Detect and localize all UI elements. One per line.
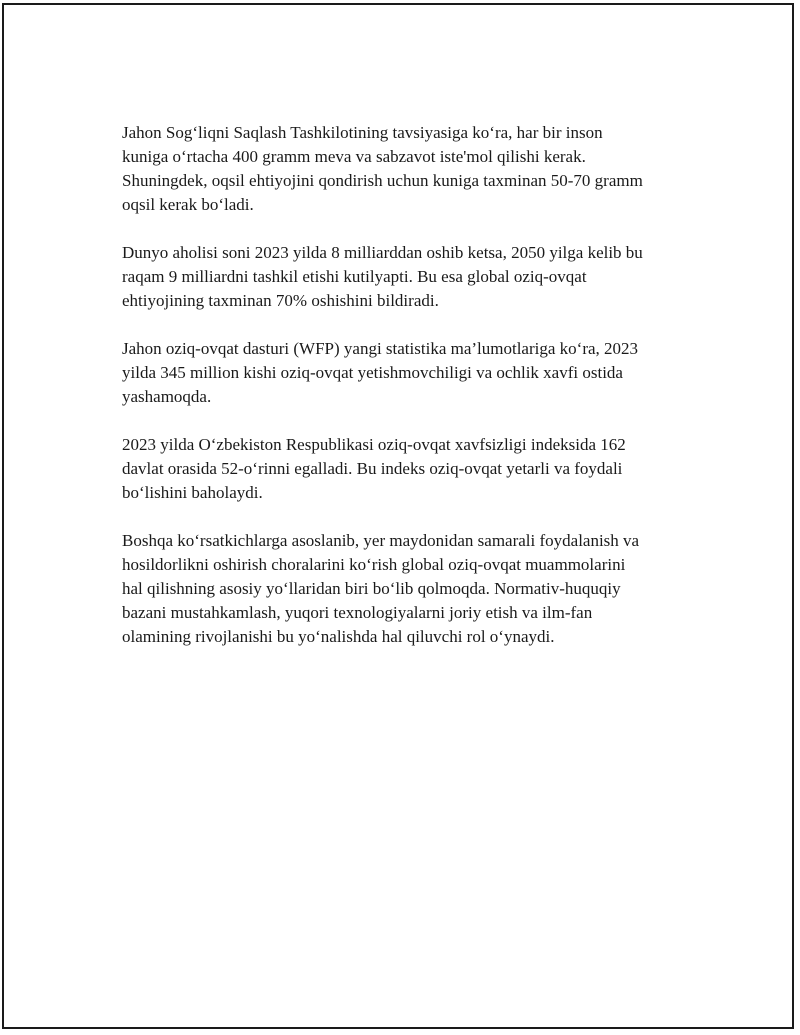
paragraph-wfp-statistics: Jahon oziq-ovqat dasturi (WFP) yangi statistika ma’lumotlariga ko‘ra, 2023 yilda 345 million kishi oziq-ovqat yetishmovchiligi va ochlik xavfi ostida yashamoqda. bbox=[122, 339, 639, 406]
paragraph-population-growth: Dunyo aholisi soni 2023 yilda 8 milliarddan oshib ketsa, 2050 yilga kelib bu raqam 9 milliardni tashkil etishi kutilyapti. Bu esa global oziq-ovqat ehtiyojining taxminan 70% oshishini bildiradi. bbox=[122, 243, 643, 310]
paragraph-who-recommendation: Jahon Sog‘liqni Saqlash Tashkilotining tavsiyasiga ko‘ra, har bir inson kuniga o‘rtacha 400 gramm meva va sabzavot iste'mol qilishi kerak. Shuningdek, oqsil ehtiyojini qondirish uchun kuniga taxminan 50-70 gramm oqsil kerak bo‘ladi. bbox=[122, 123, 643, 214]
paragraph-conclusion: Boshqa ko‘rsatkichlarga asoslanib, yer maydonidan samarali foydalanish va hosildorlikni oshirish choralarini ko‘rish global oziq-ovqat muammolarini hal qilishning asosiy yo‘llaridan biri bo‘lib qolmoqda. Normativ-huquqiy bazani mustahkamlash, yuqori texnologiyalarni joriy etish va ilm-fan olamining rivojlanishi bu yo‘nalishda hal qiluvchi rol o‘ynaydi. bbox=[122, 531, 640, 646]
document-body bbox=[122, 121, 722, 673]
paragraph-uzbekistan-index: 2023 yilda O‘zbekiston Respublikasi oziq-ovqat xavfsizligi indeksida 162 davlat orasida 52-o‘rinni egalladi. Bu indeks oziq-ovqat yetarli va foydali bo‘lishini baholaydi. bbox=[122, 435, 626, 502]
document-page bbox=[2, 3, 794, 1029]
